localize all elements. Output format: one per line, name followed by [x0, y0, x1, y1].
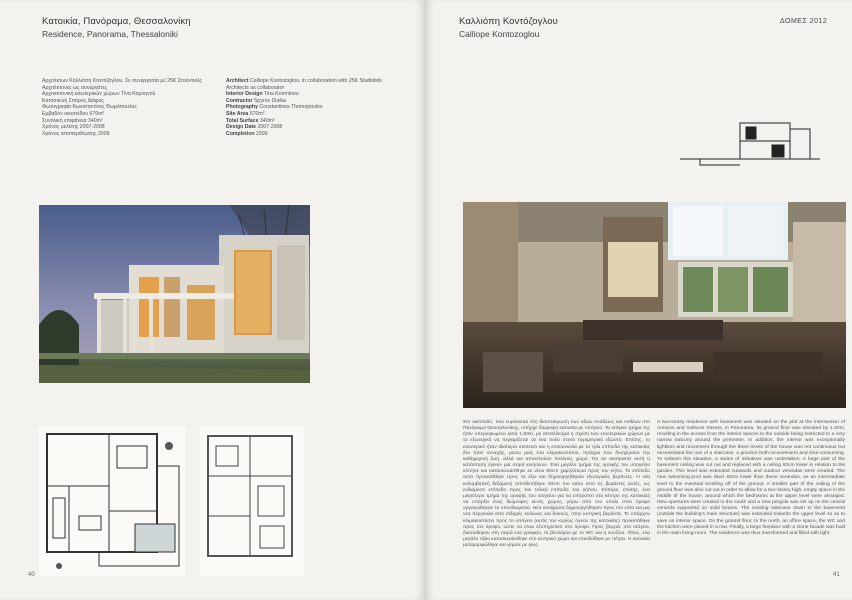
credit-line: Εμβαδόν οικοπέδου 670m²: [42, 110, 105, 117]
credit-value: 2007-2008: [257, 124, 283, 131]
credit-line: [226, 111, 406, 118]
credit-value: 2009: [255, 130, 268, 137]
credit-line: Χρόνος αποπεράτωσης 2009: [42, 130, 110, 137]
credit-line: [226, 124, 406, 131]
section-drawing: [680, 115, 820, 170]
section-drawing-illustration: [680, 115, 820, 170]
credit-key: Total Surface: [226, 117, 259, 124]
credit-key: Interior Design: [226, 91, 263, 98]
credit-key: Contractor: [226, 97, 253, 104]
credit-value: Constantinos Thomopoulos: [259, 104, 323, 111]
project-title-english: Residence, Panorama, Thessaloniki: [42, 29, 178, 39]
right-page: [425, 0, 852, 600]
credit-key: Completion: [226, 130, 255, 137]
credit-value: Tina Komninou: [263, 91, 299, 98]
author-name-greek: Καλλιόπη Κοντόζογλου: [459, 16, 558, 27]
floor-plan-drawing: [200, 426, 304, 576]
credit-line: Χρόνος μελέτης 2007-2008: [42, 124, 105, 131]
credit-key: Architect: [226, 78, 249, 84]
body-text-greek: Στο οικόπεδο, που ευρίσκεται στη διασταύρωση των οδών Ανοίξεως και Ανθέων στο Πανόραμα Θεσσαλονίκης, υπήρχε διώροφη κατοικία με υπόγειο. Το ισόγειο τμήμα της ήταν υπερυψωμένο κατά 1,50m, με αποτέλεσμα η σχέση των εσωτερικών χώρων με το εξωτερικό να περιορίζεται σε ένα πολύ στενό περιμετρικό εξώστη. Επίσης, το εσωτερικό ήταν ιδιαίτερα σκοτεινό και η επικοινωνία με τα τρία επίπεδα της κατοικίας δεν ήταν συνεχής, μέσω μιας ένα κλιμακοστάσιο, πράγμα που δυσχέραινε την καθημερινή ζωή, αλλά και αποτελούσε πολλούς χώρο. Για να ανατραπεί αυτή η κατάσταση έγιναν μια σειρά κινήσεων. Ένα μεγάλο τμήμα της οροφής του υπογείου κόπηκε και κατασκευάσθηκε εκ νέου 60cm χαμηλότερα προς τον κήπο. Το επίπεδο αυτό προεκτάθηκε προς τα έξω και δημιουργήθηκαν εξωτερικές βεράντες. Η νέα κολυμβητική δεξαμενή τοποθετήθηκε 40cm πιο κάτω από τις βεράντες αυτές, ως ενδιάμεσο επίπεδο προς τον τελικό επίπεδο του κήπου. Κόπηκε, επίσης, ένα μικρότερο τμήμα της οροφής του ισογείου για να επιτραπεί στο κέντρο της κατοικίας να υπάρξει ένας διώροφος κενός χώρος, γύρω από τον οποίο στον όροφο οργανώθηκαν τα υπνοδωμάτια. Νέα ανοίγματα δημιουργήθηκαν προς τον νότο και μια νέα πέργκολα από σιδηρές κολώνες και δοκούς, στην κεντρική βεράντα. Το υπάρχον κλιμακοστάσιο προς το υπόγειο (εκτός του κυρίως όγκου της κατοικίας) προεκτάθηκε προς τον όροφο, ώστε να είναι εξυπηρετικό στο όροφο. Προς βορρά, στο ισόγειο, διασώθηκαν στη σειρά ένα γραφείο, το βεστιάριο με το WC και η κουζίνα. Τέλος, ένα μεγάλο τζάκι κατασκευάσθηκε στο κεντρικό χώρο και επενδύθηκε με πέτρα. Η κατοικία μεταμορφώθηκε και γέμισε με φως.: [463, 420, 650, 549]
credit-line: [226, 91, 406, 98]
credits-english: [226, 78, 406, 137]
credit-value: Calliope Kontozoglou, in collaboration with 25K Studiolids: [249, 78, 383, 84]
author-name-english: Calliope Kontozoglou: [459, 29, 540, 39]
credit-line: [226, 131, 406, 138]
credit-key: Design Date: [226, 124, 256, 131]
exterior-photo-illustration: [39, 205, 310, 383]
floor-plan-drawing: [39, 426, 185, 576]
page-number-left: 40: [28, 572, 35, 578]
credit-value: Architects as collaborator: [226, 84, 285, 91]
credit-line: Αρχιτεκτονική εσωτερικών χώρων Τίνα Κομνηνού: [42, 91, 156, 98]
credit-value: Spyros Diafas: [253, 97, 287, 104]
credit-line: [226, 104, 406, 111]
exterior-dusk-photo: [39, 205, 310, 383]
credit-line: Αρχιτέκτονες ως συνεργάτες: [42, 84, 108, 91]
credit-line: [226, 85, 406, 92]
upper-floor-plan: [200, 426, 304, 576]
left-page: [0, 0, 425, 600]
credit-line: [226, 78, 406, 85]
credit-key: Photography: [226, 104, 258, 111]
credit-line: Κατασκευή Σπύρος Διάφας: [42, 97, 104, 104]
interior-living-room-photo: [463, 202, 846, 408]
credit-key: Site Area: [226, 110, 249, 117]
credit-line: Αρχιτέκτων Καλλιόπη Κοντόζογλου. Σε συνεργασία με 25K Στούντιολς: [42, 78, 202, 84]
credit-value: 340m²: [259, 117, 275, 124]
credits-greek: [42, 78, 220, 137]
magazine-issue: ΔΟΜΕΣ 2012: [780, 18, 828, 25]
credit-line: [226, 118, 406, 125]
body-text-english: A two-storey residence with basement was situated on the plot at the intersection of Anixeos and Antheon Streets, in Panorama. Its ground floor was elevated by 1.50m, resulting in the access from the interior spaces to the outside being restricted to a very narrow balcony around the perimeter. In addition, the interior was exceptionally lightless and movement through the three levels of the house was not continuous but necessitated the use of a staircase, a practice both inconvenient and time-consuming. To redeem this situation, a series of initiatives was undertaken. A large part of the basement ceiling was cut out and replaced with a ceiling 60cm lower in relation to the garden. This level was extended outwards and outdoor verandas were created. The new swimming-pool was sited 40cm lower than these verandas, as an intermediate level to the eventual levelling off of the ground. A smaller part of the ceiling of the ground floor was also cut out in order to allow for a two-storey high, empty space in the middle of the house, around which the bedrooms at the upper level were arranged. New apertures were created to the south and a new pergola was set up on the central veranda supported on solid beams. The existing staircase down to the basement (outside the building's main structure) was extended towards the upper level so as to save on interior space. On the ground floor, to the north, an office space, the WC and the kitchen were placed in a row. Finally, a large fireplace with a stone facade was built in the main living-room. The residence was thus transformed and filled with light.: [657, 420, 845, 536]
interior-photo-illustration: [463, 202, 846, 408]
project-title-greek: Κατοικία, Πανόραμα, Θεσσαλονίκη: [42, 16, 191, 27]
page-number-right: 41: [833, 572, 840, 578]
credit-line: Συνολική επιφάνεια 340m²: [42, 117, 103, 124]
credit-line: [226, 98, 406, 105]
credit-value: 670m²: [249, 110, 265, 117]
credit-line: Φωτογραφία Κωνσταντίνος Θωμόπουλος: [42, 104, 137, 111]
ground-floor-plan: [39, 426, 185, 576]
